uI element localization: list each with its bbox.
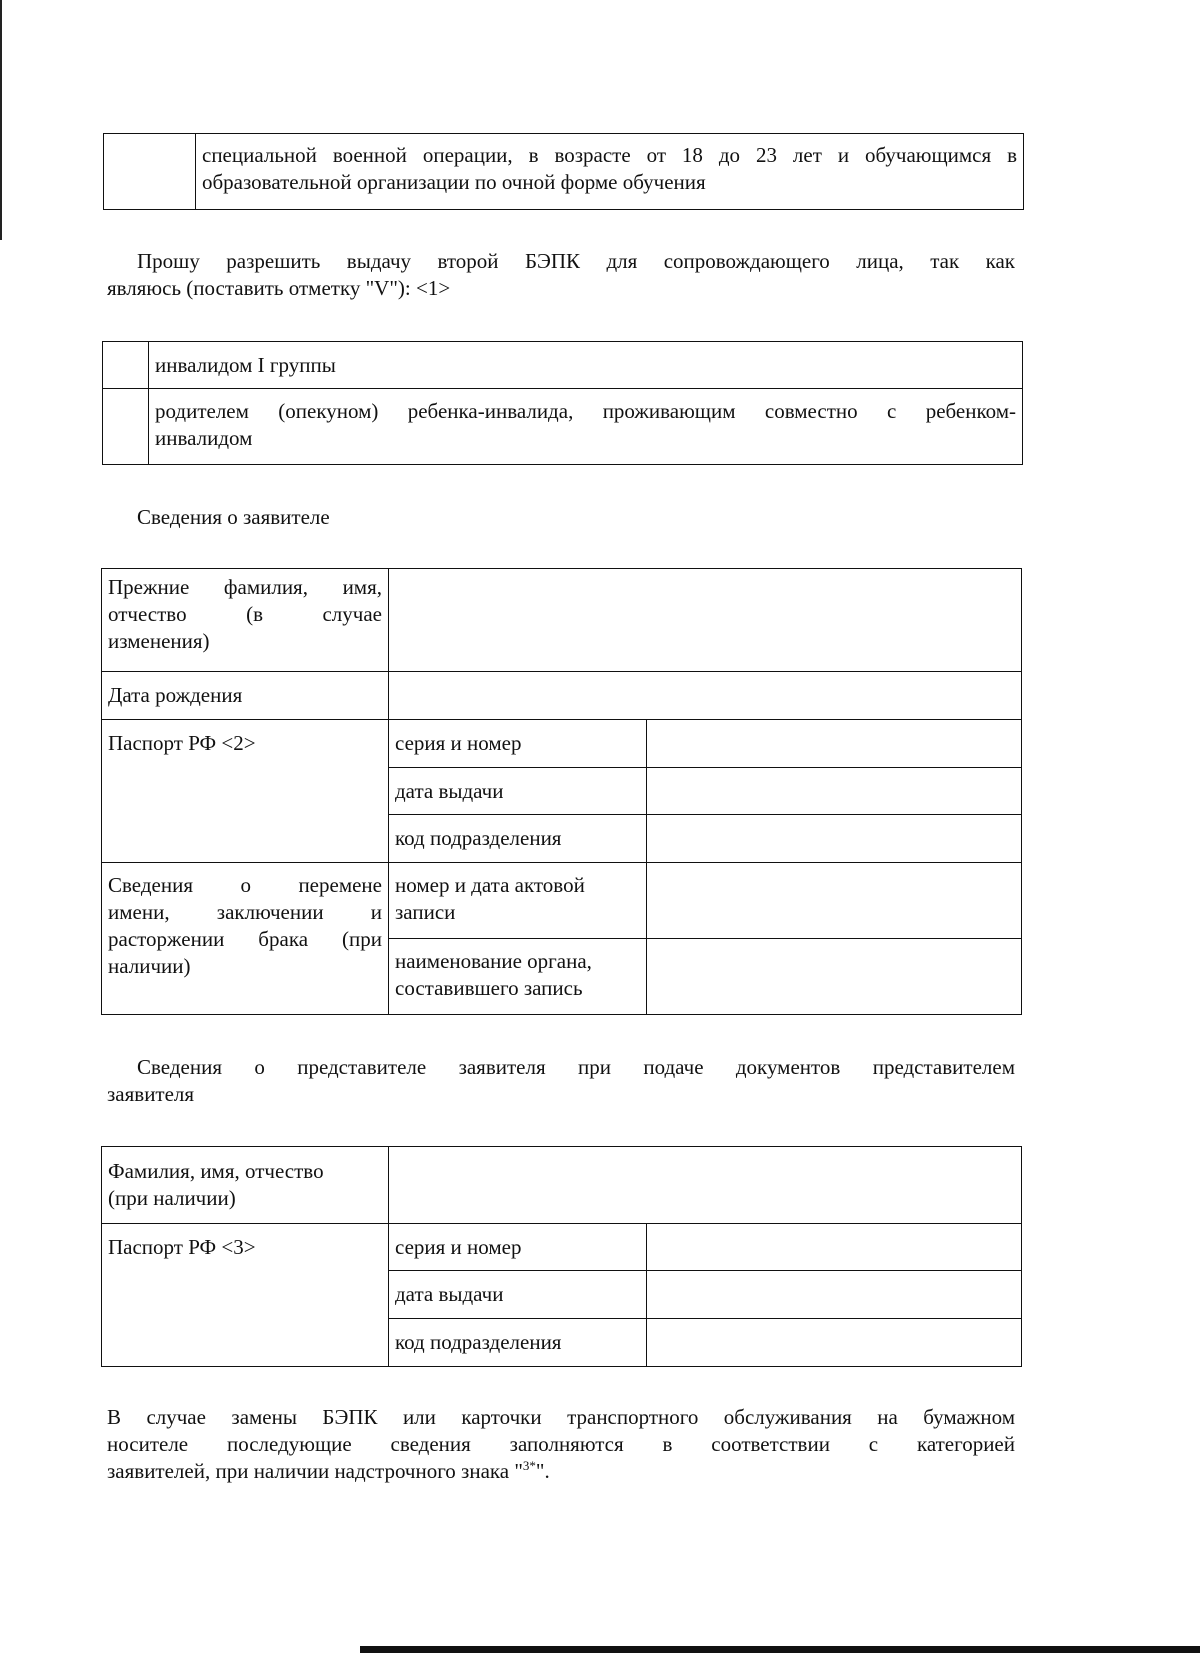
option-checkbox-disability[interactable] bbox=[103, 342, 149, 389]
authority-l1: наименование органа, bbox=[395, 949, 592, 973]
category-text-cell bbox=[196, 134, 1024, 210]
representative-name-field[interactable] bbox=[389, 1147, 1022, 1224]
passport-issue-date-label: дата выдачи bbox=[389, 768, 647, 815]
representative-division-code-field[interactable] bbox=[647, 1319, 1022, 1367]
previous-name-field[interactable] bbox=[389, 569, 1022, 672]
passport-label: Паспорт РФ <2> bbox=[102, 720, 389, 863]
option-checkbox-parent[interactable] bbox=[103, 389, 149, 465]
footer-line3-end: ". bbox=[535, 1458, 550, 1483]
representative-series-label: серия и номер bbox=[389, 1224, 647, 1271]
act-record-l2: записи bbox=[395, 899, 456, 924]
applicant-table bbox=[101, 568, 1022, 1015]
option-label-parent bbox=[149, 389, 1023, 465]
name-change-label bbox=[102, 863, 389, 1015]
representative-heading-line2: заявителя bbox=[107, 1081, 195, 1106]
request-line1: Прошу разрешить выдачу второй БЭПК для сопровождающего лица, так как bbox=[137, 249, 1015, 273]
authority-label bbox=[389, 939, 647, 1015]
row-number-cell bbox=[104, 134, 196, 210]
act-record-l1: номер и дата актовой bbox=[395, 873, 585, 897]
category-text-line1: специальной военной операции, в возрасте от 18 до 23 лет и обучающимся в bbox=[202, 143, 1017, 167]
previous-name-label bbox=[102, 569, 389, 672]
footer-paragraph bbox=[107, 1404, 1015, 1485]
act-record-field[interactable] bbox=[647, 863, 1022, 939]
previous-name-l1: Прежние фамилия, имя, bbox=[108, 575, 382, 599]
authority-field[interactable] bbox=[647, 939, 1022, 1015]
scan-bottom-edge bbox=[360, 1646, 1200, 1653]
act-record-label bbox=[389, 863, 647, 939]
name-change-l4: наличии) bbox=[108, 953, 191, 978]
representative-name-label bbox=[102, 1147, 389, 1224]
birth-date-label: Дата рождения bbox=[102, 672, 389, 720]
representative-passport-label: Паспорт РФ <3> bbox=[102, 1224, 389, 1367]
passport-issue-date-field[interactable] bbox=[647, 768, 1022, 815]
authority-l2: составившего запись bbox=[395, 975, 583, 1000]
option-parent-line2: инвалидом bbox=[155, 425, 253, 450]
footer-line2: носителе последующие сведения заполняются в соответствии с категорией bbox=[107, 1431, 1015, 1456]
request-line2: являюсь (поставить отметку "V"): <1> bbox=[107, 275, 451, 300]
name-change-l3: расторжении брака (при bbox=[108, 926, 382, 951]
option-label-disability: инвалидом I группы bbox=[149, 342, 1023, 389]
option-parent-line1: родителем (опекуном) ребенка-инвалида, проживающим совместно с ребенком- bbox=[155, 399, 1016, 423]
representative-issue-date-field[interactable] bbox=[647, 1271, 1022, 1319]
birth-date-field[interactable] bbox=[389, 672, 1022, 720]
previous-name-l2: отчество (в случае bbox=[108, 601, 382, 626]
previous-name-l3: изменения) bbox=[108, 628, 210, 653]
representative-table bbox=[101, 1146, 1022, 1367]
passport-series-field[interactable] bbox=[647, 720, 1022, 768]
passport-division-code-field[interactable] bbox=[647, 815, 1022, 863]
category-text-line2: образовательной организации по очной форме обучения bbox=[202, 169, 706, 194]
passport-series-label: серия и номер bbox=[389, 720, 647, 768]
applicant-heading: Сведения о заявителе bbox=[137, 505, 330, 529]
passport-division-code-label: код подразделения bbox=[389, 815, 647, 863]
request-paragraph bbox=[107, 248, 1015, 302]
options-table bbox=[102, 341, 1023, 465]
footer-superscript: 3* bbox=[522, 1457, 536, 1473]
footer-line3 bbox=[107, 1458, 1015, 1485]
scan-edge bbox=[0, 0, 2, 240]
representative-division-code-label: код подразделения bbox=[389, 1319, 647, 1367]
footer-line1: В случае замены БЭПК или карточки транспортного обслуживания на бумажном bbox=[107, 1405, 1015, 1429]
representative-issue-date-label: дата выдачи bbox=[389, 1271, 647, 1319]
representative-name-l2: (при наличии) bbox=[108, 1185, 236, 1210]
name-change-l1: Сведения о перемене bbox=[108, 873, 382, 897]
representative-name-l1: Фамилия, имя, отчество bbox=[108, 1159, 324, 1183]
footer-line3-text: заявителей, при наличии надстрочного знака " bbox=[107, 1458, 523, 1483]
top-continuation-table bbox=[103, 133, 1024, 210]
name-change-l2: имени, заключении и bbox=[108, 899, 382, 924]
representative-heading bbox=[107, 1054, 1015, 1108]
representative-heading-line1: Сведения о представителе заявителя при подаче документов представителем bbox=[137, 1055, 1015, 1079]
representative-series-field[interactable] bbox=[647, 1224, 1022, 1271]
